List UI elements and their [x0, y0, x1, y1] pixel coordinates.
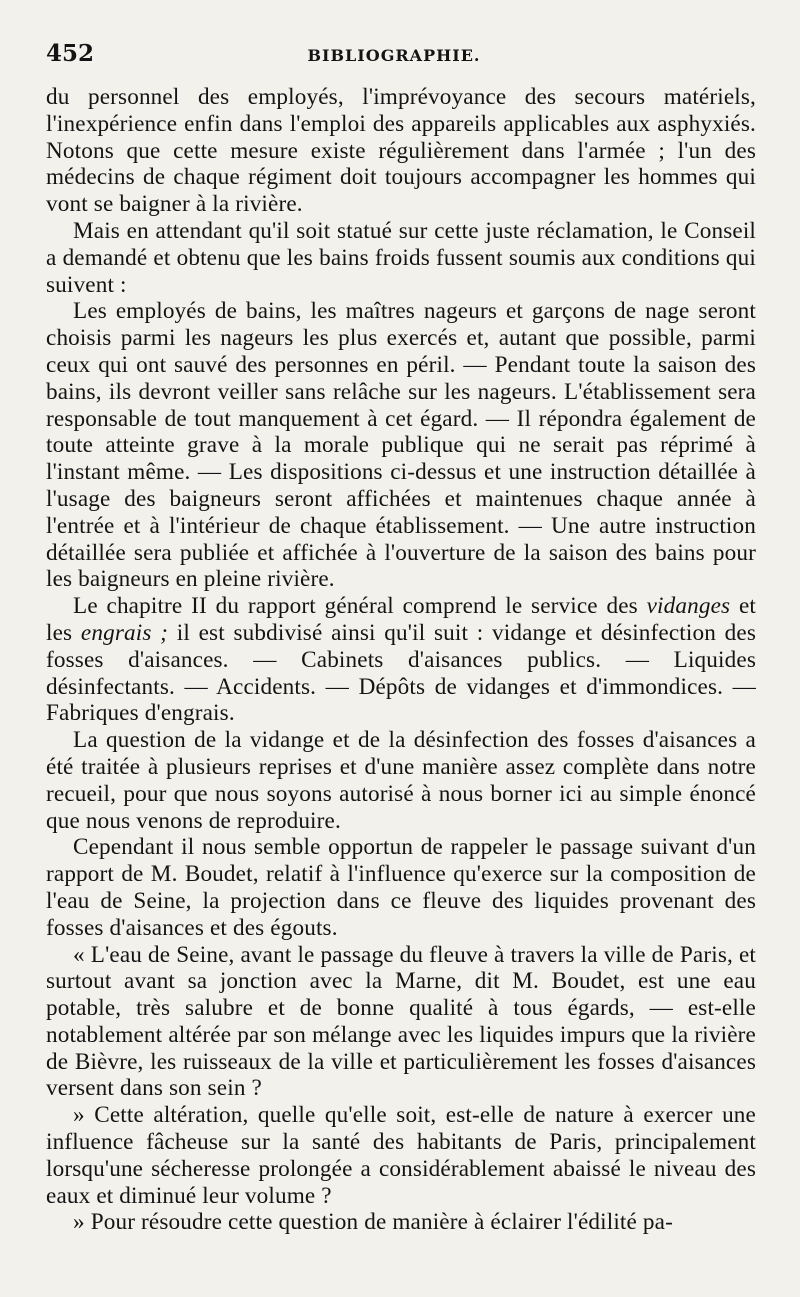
- text-run: Les employés de bains, les maîtres nageurs et garçons de nage seront choisis parmi les nageurs les plus exercés et, autant que possible, parmi ceux qui ont sauvé des personnes en péril. — Pendant toute la saison des bains, ils devront veiller sans relâche sur les nageurs. L'établissement sera responsable de tout manquement à cet égard. — Il répondra également de toute atteinte grave à la morale publique qui ne serait pas réprimé à l'instant même. — Les dispositions ci-dessus et une instruction détaillée à l'usage des baigneurs seront affichées et maintenues chaque année à l'entrée et à l'intérieur de chaque établissement. — Une autre instruction détaillée sera publiée et affichée à l'ouverture de la saison des bains pour les baigneurs en pleine rivière.: [46, 298, 756, 593]
- paragraph: [46, 1102, 756, 1209]
- paragraph: [46, 84, 756, 218]
- text-run: du personnel des employés, l'imprévoyance des secours matériels, l'inexpérience enfin dans l'emploi des appareils applicables aux asphyxiés. Notons que cette mesure existe régulièrement dans l'armée ; l'un des médecins de chaque régiment doit toujours accompagner les hommes qui vont se baigner à la rivière.: [46, 84, 756, 218]
- text-run: » Cette altération, quelle qu'elle soit, est-elle de nature à exercer une influence fâcheuse sur la santé des habitants de Paris, principalement lorsqu'une sécheresse prolongée a considérablement abaissé le niveau des eaux et diminué leur volume ?: [46, 1102, 756, 1209]
- text-run: Le chapitre II du rapport général comprend le service des: [73, 593, 647, 620]
- running-title: BIBLIOGRAPHIE.: [307, 46, 481, 65]
- italic-term: engrais ;: [80, 619, 169, 646]
- paragraph: [46, 942, 756, 1103]
- page-header: [46, 40, 756, 84]
- paragraph: [46, 727, 756, 834]
- paragraph: [46, 593, 756, 727]
- paragraph: [46, 1209, 756, 1236]
- text-run: La question de la vidange et de la désinfection des fosses d'aisances a été traitée à plusieurs reprises et d'une manière assez complète dans notre recueil, pour que nous soyons autorisé à nous borner ici au simple énoncé que nous venons de reproduire.: [46, 727, 756, 834]
- text-run: il est subdivisé ainsi qu'il suit : vidange et désinfection des fosses d'aisances. — Cabinets d'aisances publics. — Liquides désinfectants. — Accidents. — Dépôts de vidanges et d'immondices. — Fabriques d'engrais.: [46, 619, 757, 727]
- italic-term: vidanges: [646, 593, 731, 620]
- text-run: Mais en attendant qu'il soit statué sur cette juste réclamation, le Conseil a demandé et obtenu que les bains froids fussent soumis aux conditions qui suivent :: [46, 217, 756, 298]
- page-number: 452: [46, 40, 95, 67]
- paragraph: [46, 298, 756, 593]
- paragraph: [46, 834, 756, 941]
- text-run: « L'eau de Seine, avant le passage du fleuve à travers la ville de Paris, et surtout avant sa jonction avec la Marne, dit M. Boudet, est une eau potable, très salubre et de bonne qualité à tous égards, — est-elle notablement altérée par son mélange avec les liquides impurs que la rivière de Bièvre, les ruisseaux de la ville et particulièrement les fosses d'aisances versent dans son sein ?: [46, 941, 756, 1102]
- text-run: » Pour résoudre cette question de manière à éclairer l'édilité pa-: [73, 1209, 673, 1236]
- text-run: Cependant il nous semble opportun de rappeler le passage suivant d'un rapport de M. Boudet, relatif à l'influence qu'exerce sur la composition de l'eau de Seine, la projection dans ce fleuve des liquides provenant des fosses d'aisances et des égouts.: [46, 834, 756, 941]
- body-text: [46, 84, 756, 1236]
- paragraph: [46, 218, 756, 298]
- text-run: et les: [46, 593, 756, 646]
